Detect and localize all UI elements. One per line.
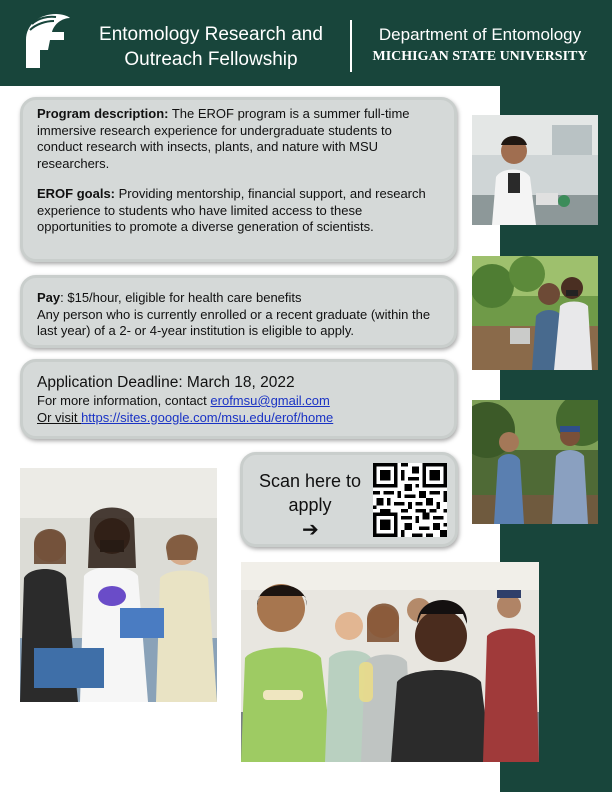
program-description: [37, 106, 440, 172]
qr-code-icon[interactable]: [373, 463, 447, 537]
photo-field-researchers: [472, 256, 598, 370]
pay-info-box: [20, 275, 457, 348]
photo-orchard-researchers: [472, 400, 598, 524]
description-text: The EROF program is a summer full-time immersive research experience for undergraduate students to conduct research with insects, plants, and nature with MSU researchers.: [37, 106, 410, 171]
spartan-helmet-icon: [18, 10, 72, 74]
visit-prefix: Or visit: [37, 409, 82, 425]
photo-students-with-insects: [241, 562, 539, 762]
contact-line: [37, 393, 440, 410]
application-deadline: Application Deadline: March 18, 2022: [37, 374, 295, 391]
pay-line: [37, 290, 440, 307]
photo-lab-students: [20, 468, 217, 702]
contact-prefix: For more information, contact: [37, 393, 211, 408]
visit-line: [37, 410, 440, 427]
program-info-box: [20, 97, 457, 262]
goals-text: Providing mentorship, financial support, and research experience to students who have limited access to these opportunities to promote a diverse generation of scientists.: [37, 186, 426, 234]
pay-text: : $15/hour, eligible for health care benefits: [60, 290, 302, 305]
pay-label: Pay: [37, 290, 61, 305]
header-banner: [0, 0, 612, 86]
department-name: Department of Entomology: [378, 25, 582, 44]
eligibility-text: Any person who is currently enrolled or a recent graduate (within the last year) of a 2- or 4-year institution is eligible to apply.: [37, 306, 431, 338]
application-box: [20, 359, 457, 439]
right-arrow-icon: ➔: [302, 519, 319, 541]
scan-to-apply-box: [240, 452, 458, 547]
email-link[interactable]: erofmsu@gmail.com: [210, 393, 330, 408]
goals-label: EROF goals:: [37, 186, 116, 201]
header-divider: [350, 20, 352, 72]
photo-lab-researcher: [472, 115, 598, 225]
program-goals: [37, 186, 440, 236]
scan-here-text: Scan here to apply: [258, 471, 362, 515]
website-link[interactable]: https://sites.google.com/msu.edu/erof/home: [81, 409, 334, 425]
university-name: MICHIGAN STATE UNIVERSITY: [372, 49, 588, 64]
fellowship-title: Entomology Research and Outreach Fellowship: [99, 24, 323, 70]
description-label: Program description:: [37, 106, 169, 121]
